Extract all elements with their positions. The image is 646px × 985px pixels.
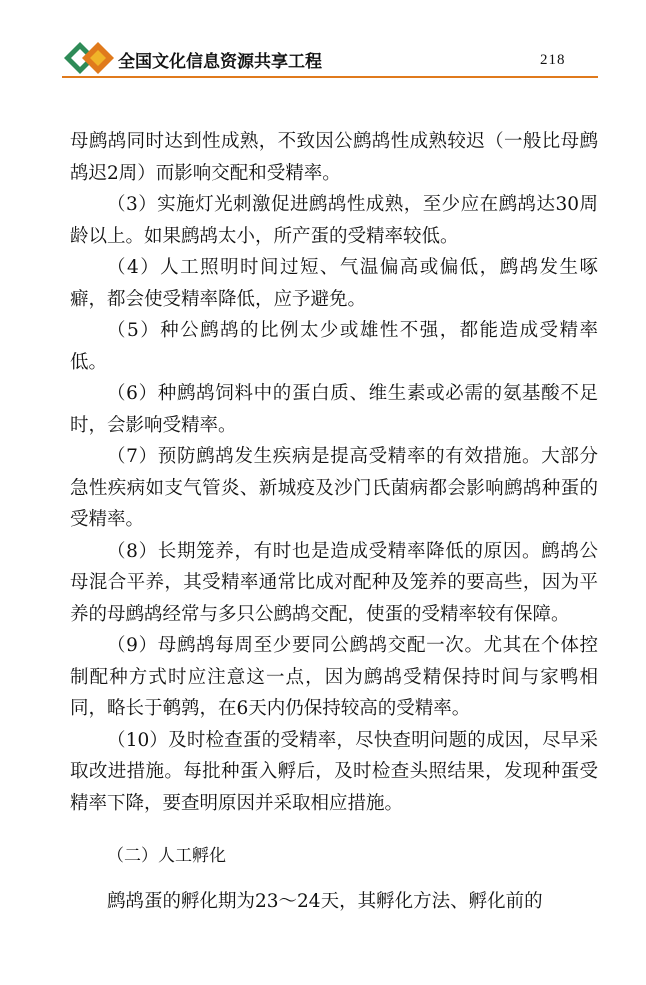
section-heading: （二）人工孵化 xyxy=(107,846,226,866)
paragraph: （8）长期笼养，有时也是造成受精率降低的原因。鹧鸪公母混合平养，其受精率通常比成对配种及笼养的要高些，因为平养的母鹧鸪经常与多只公鹧鸪交配，使蛋的受精率较有保障。 xyxy=(70,540,598,625)
page-header xyxy=(0,0,646,80)
paragraph: （4）人工照明时间过短、气温偏高或偏低，鹧鸪发生啄癖，都会使受精率降低，应予避免。 xyxy=(70,257,598,310)
header-title: 全国文化信息资源共享工程 xyxy=(118,52,322,72)
paragraph: （6）种鹧鸪饲料中的蛋白质、维生素或必需的氨基酸不足时，会影响受精率。 xyxy=(70,383,598,436)
paragraph: （10）及时检查蛋的受精率，尽快查明问题的成因，尽早采取改进措施。每批种蛋入孵后，及时检查头照结果，发现种蛋受精率下降，要查明原因并采取相应措施。 xyxy=(70,729,598,814)
paragraph: （3）实施灯光刺激促进鹧鸪性成熟，至少应在鹧鸪达30周龄以上。如果鹧鸪太小，所产蛋的受精率较低。 xyxy=(70,194,598,247)
header-rule xyxy=(62,76,598,78)
body-text xyxy=(70,126,598,819)
page-number: 218 xyxy=(540,52,566,68)
paragraph: 母鹧鸪同时达到性成熟，不致因公鹧鸪性成熟较迟（一般比母鹧鸪迟2周）而影响交配和受精率。 xyxy=(70,131,598,184)
paragraph: （7）预防鹧鸪发生疾病是提高受精率的有效措施。大部分急性疾病如支气管炎、新城疫及沙门氏菌病都会影响鹧鸪种蛋的受精率。 xyxy=(70,446,598,530)
paragraph: （5）种公鹧鸪的比例太少或雄性不强，都能造成受精率低。 xyxy=(70,320,598,373)
paragraph: （9）母鹧鸪每周至少要同公鹧鸪交配一次。尤其在个体控制配种方式时应注意这一点，因为鹧鸪受精保持时间与家鸭相同，略长于鹌鹑，在6天内仍保持较高的受精率。 xyxy=(70,635,598,719)
diamond-logo-icon xyxy=(62,40,116,76)
paragraph: 鹧鸪蛋的孵化期为23～24天，其孵化方法、孵化前的 xyxy=(107,891,543,912)
